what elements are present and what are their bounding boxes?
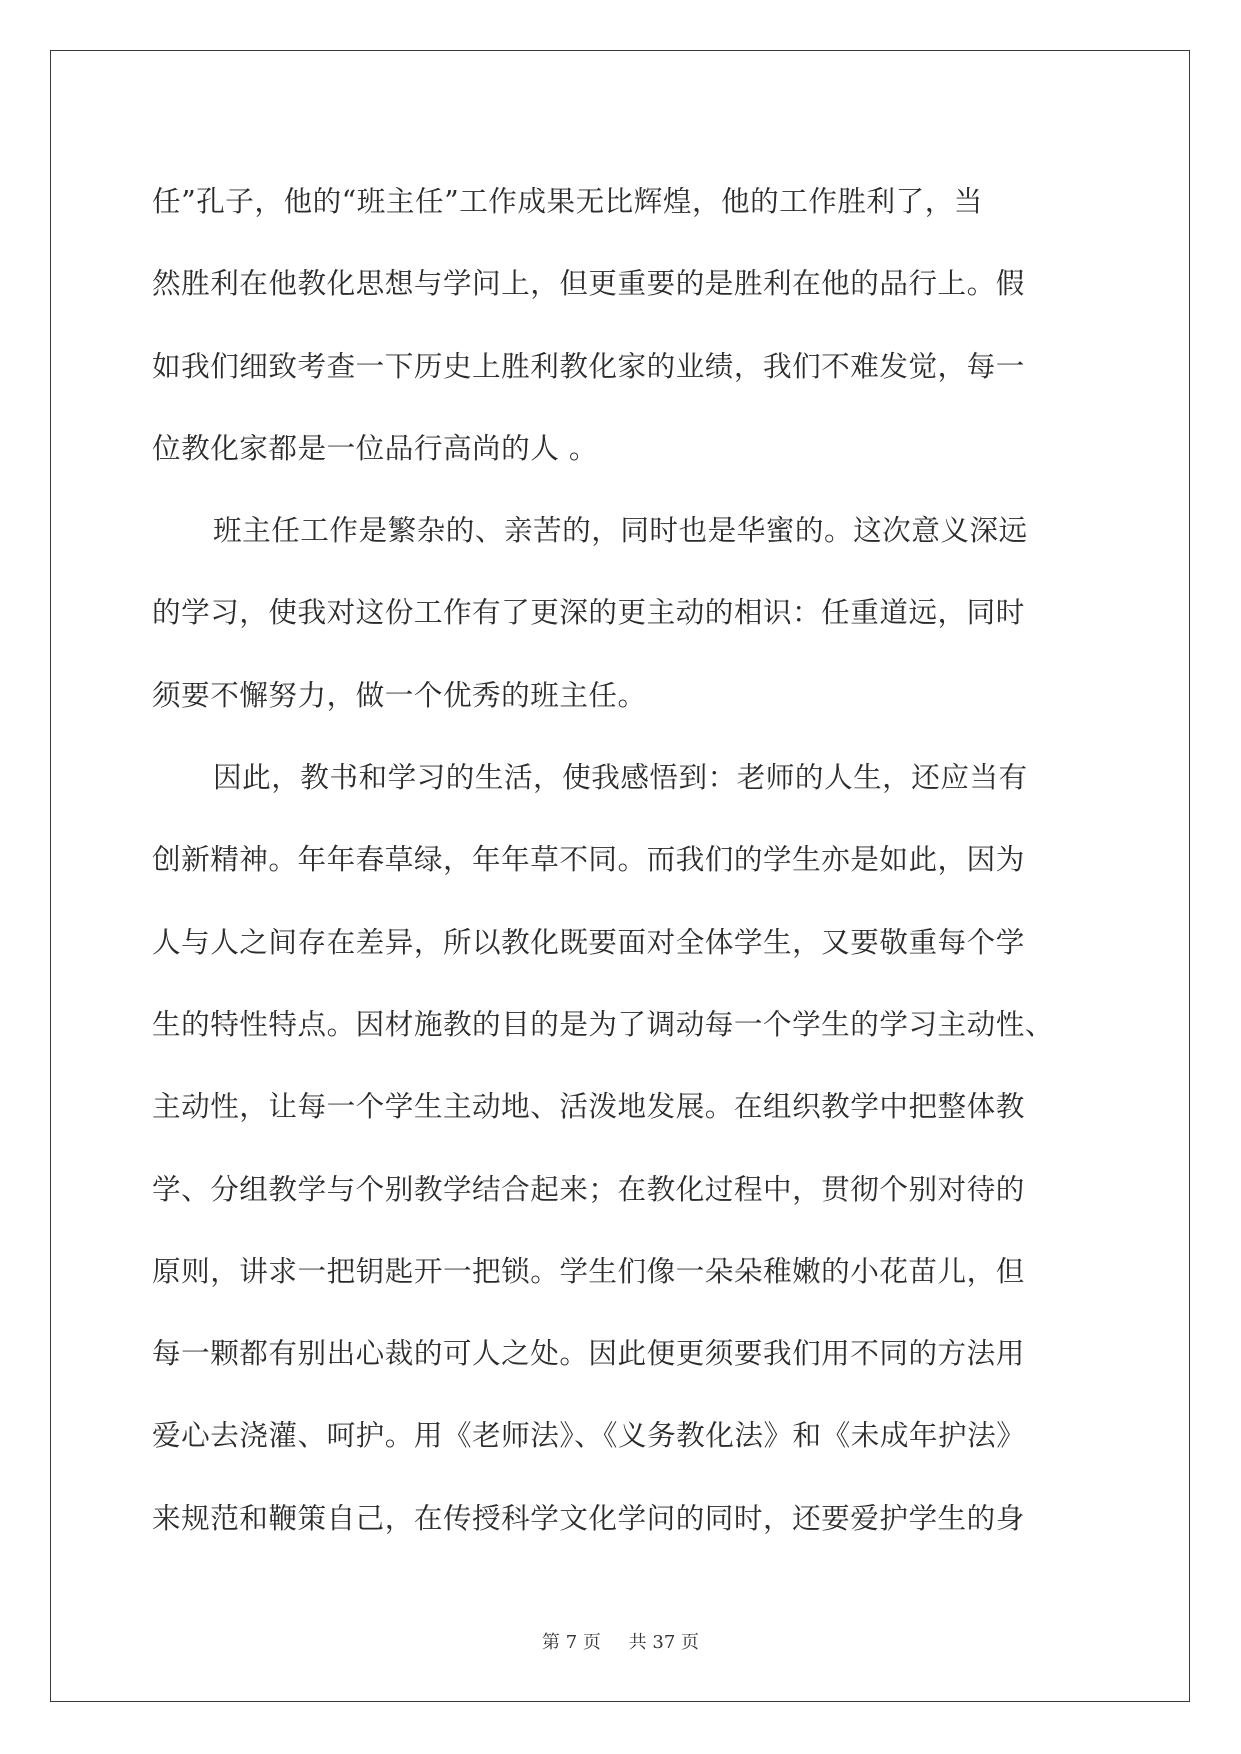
text-line: 的学习，使我对这份工作有了更深的更主动的相识：任重道远，同时 [152,595,1025,630]
page-total: 共 37 页 [628,1632,699,1653]
text-line: 任”孔子，他的“班主任”工作成果无比辉煌，他的工作胜利了，当 [152,184,983,218]
paragraph [152,736,1092,1559]
paragraph [152,489,1092,736]
text-line: 学、分组教学与个别教学结合起来；在教化过程中，贯彻个别对待的 [152,1171,1025,1206]
text-line: 生的特性特点。因材施教的目的是为了调动每一个学生的学习主动性、 [152,1006,1054,1041]
text-line: 原则，讲求一把钥匙开一把锁。学生们像一朵朵稚嫩的小花苗儿，但 [152,1253,1025,1288]
text-line: 班主任工作是繁杂的、亲苦的，同时也是华蜜的。这次意义深远 [213,513,1028,548]
text-line: 爱心去浇灌、呵护。用《老师法》、《义务教化法》和《未成年护法》 [152,1418,1026,1453]
page-footer [0,1628,1241,1654]
text-line: 主动性，让每一个学生主动地、活泼地发展。在组织教学中把整体教 [152,1089,1025,1124]
text-line: 人与人之间存在差异，所以教化既要面对全体学生，又要敬重每个学 [152,924,1025,959]
text-line: 来规范和鞭策自己，在传授科学文化学问的同时，还要爱护学生的身 [152,1500,1025,1535]
text-line: 创新精神。年年春草绿，年年草不同。而我们的学生亦是如此，因为 [152,842,1025,877]
text-line: 如我们细致考查一下历史上胜利教化家的业绩，我们不难发觉，每一 [152,348,1025,383]
text-line: 然胜利在他教化思想与学问上，但更重要的是胜利在他的品行上。假 [152,266,1025,301]
text-line: 因此，教书和学习的生活，使我感悟到：老师的人生，还应当有 [213,760,1028,795]
paragraph [152,160,1092,489]
page-number: 第 7 页 [542,1632,601,1653]
text-line: 位教化家都是一位品行高尚的人 。 [152,430,598,465]
text-line: 每一颗都有别出心裁的可人之处。因此便更须要我们用不同的方法用 [152,1336,1025,1371]
text-line: 须要不懈努力，做一个优秀的班主任。 [152,677,647,712]
document-body [152,160,1092,1559]
